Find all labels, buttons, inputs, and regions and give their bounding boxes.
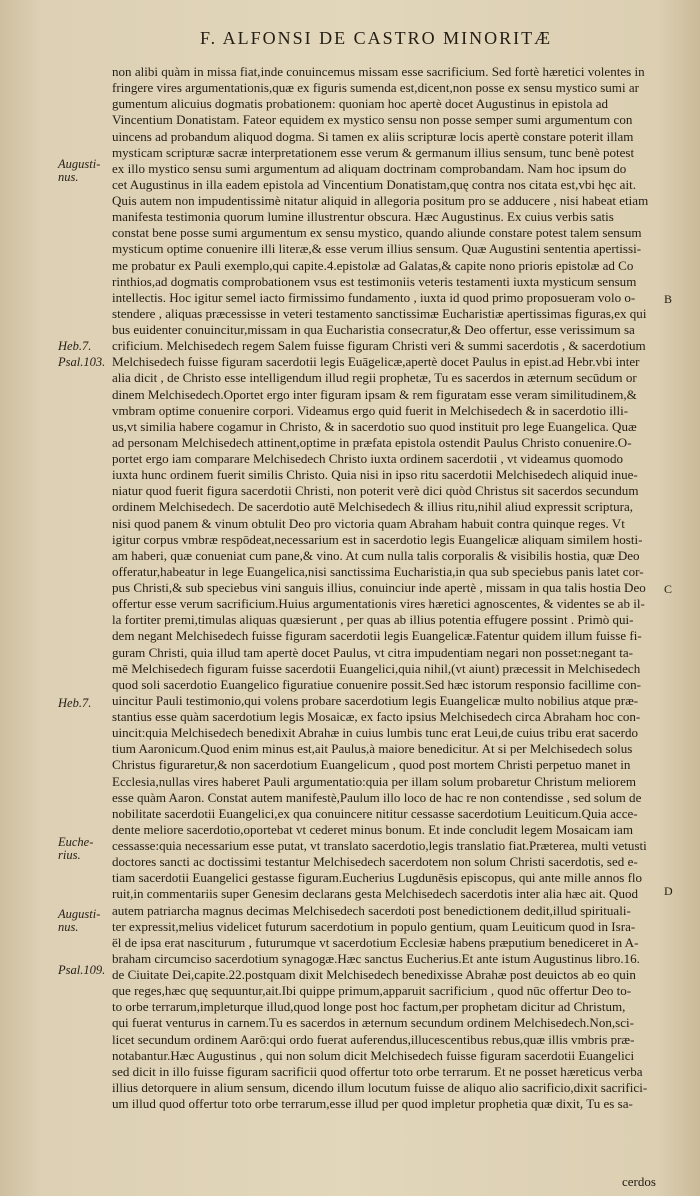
text-line: de Ciuitate Dei,capite.22.postquam dixit Melchisedech benedixisse Abrahæ post deuictos ab eo quin [112,967,636,982]
text-line: vmbram optime conuenire corpori. Videamus ergo quid fuerit in Melchisedech & in sacerdotio illi- [112,402,629,418]
text-line: igitur corpus vmbræ respōdeat,necessarium est in sacerdotio legis Euangelicæ aliquam similem hosti- [112,531,643,547]
text-line: offeratur,habeatur in lege Euangelica,nisi sanctissima Eucharistia,in qua sub speciebus panis latet cor- [112,563,644,579]
margin-note-augustinus: Augusti- nus. [58,157,101,184]
margin-note-psal-2: Psal.109. [58,963,106,977]
text-line: mysticum optime conuenire illi literæ,& esse verum illius sensum. Quæ Augustini sententia apertissi- [112,241,642,257]
section-letter-b: B [664,292,673,306]
text-line: quod soli sacerdotio Euangelico figuratiue conuenire possit.Sed hæc istorum responsio facillime con- [112,676,641,692]
text-line: me probatur ex Pauli exemplo,qui capite.4.epistolæ ad Galatas,& capite nono prioris epistolæ ad Co [112,257,634,273]
text-line: ordinem Melchisedech. De sacerdotio autē Melchisedech & illius ritu,nihil aliud expressit scriptura, [112,499,634,515]
text-line: alia dicit , de Christo esse intelligendum illud regii prophetæ, Tu es sacerdos in æternum secūdum or [112,370,637,386]
text-line: autem patriarcha magnus decimas Melchisedech sacerdoti post benedictionem dedit,illud spirituali- [112,902,631,918]
text-line: crificium. Melchisedech regem Salem fuisse figuram Christi veri & summi sacerdotis , & sacerdotium [112,338,646,354]
text-line: tium Aaronicum.Quod enim minus est,ait Paulus,à maiore benedicitur. At si per Melchisedech solus [112,741,633,757]
text-line: ter expressit,melius videlicet futurum sacerdotium in populo gentium, quam Leuiticum quod in Isra- [112,918,636,934]
text-line: stantius esse quàm sacerdotium legis Mosaicæ, ex facto ipsius Melchisedech circa Abraham hoc con- [112,709,641,724]
margin-note-heb-2: Heb.7. [58,696,92,710]
text-line: stendere , aliquas præcessisse in veteri testamento sanctissimæ Eucharistiæ apertissimas figuras,ex qui [112,305,647,321]
text-line: dinem Melchisedech.Oportet ergo inter figuram ipsam & rem figuratam esse veram similitudinem,& [112,386,637,402]
text-line: rinthios,ad dogmatis comprobationem vsus est testimoniis veteris testamenti iuxta mysticum sensum [112,273,637,289]
text-line: licet secundum ordinem Aarō:qui ordo fuerat auferendus,illucescentibus rebus,quæ illis vmbris præ- [112,1031,635,1047]
text-line: fringere vires argumentationis,quæ ex figuris sumenda est,dicent,non posse ex sensu mystico sumi ar [112,80,639,96]
text-line: intellectis. Hoc igitur semel iacto firmissimo fundamento , iuxta id quod primo proposueram volo o- [112,289,636,305]
text-line: us,vt similia habere cogamur in Christo, & in sacerdotio suo quod instituit pro lege Euangelica. Quæ [112,418,637,434]
text-line: um illud quod offertur toto orbe terrarum,esse illud per quod impletur prophetia quæ dixit, Tu es sa- [112,1096,633,1111]
text-line: la fortiter premi,timulas aliquas quæsierunt , per quas ab illius potentia effugere possint . Primò qui- [112,612,634,628]
text-line: qui fuerat venturus in carnem.Tu es sacerdos in æternum secundum ordinem Melchisedech.Non,sci- [112,1015,634,1031]
text-line: tiam sacerdotii Euangelici gestasse figuram.Eucherius Lugdunēsis episcopus, qui ante mille annos flo [112,870,643,886]
text-line: nisi quod panem & vinum obtulit Deo pro victoria quam Abraham habuit contra quinque reges. Vt [112,515,625,531]
text-line: uincens ad probandum aliquod dogma. Si tamen ex aliis scripturæ locis apertè constare poterit illam [112,128,634,144]
running-header: F. ALFONSI DE CASTRO MINORITÆ [200,28,553,48]
section-letter-c: C [664,582,673,596]
text-line: constat bene posse sumi argumentum ex sensu mystico, quando aliunde constare potest talem sensum [112,225,642,241]
text-line: cet Augustinus in illa eadem epistola ad Vincentium Donatistam,quę contra nos citata est,vbi hęc ait. [112,176,636,192]
text-line: illius detorquere in alium sensum, dicendo illum locutum fuisse de aliquo alio sacrificio,dixit sacrifici- [112,1079,648,1095]
text-line: non alibi quàm in missa fiat,inde conuincemus missam esse sacrificium. Sed fortè hæretici volentes in [112,64,645,79]
text-line: Melchisedech fuisse figuram sacerdotii legis Euāgelicæ,apertè docet Paulus in epist.ad Hebr.vbi inter [112,354,640,370]
text-line: iuxta hunc ordinem fuerit similis Christo. Quia nisi in ipso ritu sacerdotii Melchisedech aliquid inue- [112,467,638,483]
text-line: esse quàm Aaron. Constat autem manifestè,Paulum illo loco de hac re non contendisse , sed solum de [112,789,642,805]
body-text [112,64,658,1112]
text-line: uincitur Pauli testimonio,qui volens probare sacerdotium legis Euangelicæ multo nobilius atque præ- [112,692,639,708]
text-line: ruit,in commentariis super Genesim declarans gesta Melchisedech sacerdotis inter alia hæc ait. Quod [112,886,639,902]
text-line: doctores sancti ac doctissimi testantur Melchisedech sacerdotem non solum Christi sacerdotis, sed e- [112,854,638,870]
section-letter-d: D [664,884,673,898]
text-line: que reges,hæc quę sequuntur,ait.Ibi quippe primum,apparuit sacrificium , quod nūc offertur Deo to- [112,983,632,999]
text-line: Vincentium Donatistam. Fateor equidem ex mystico sensu non posse semper sumi argumentum con [112,112,633,128]
text-line: mysticam scripturæ sacræ interpretationem esse verum & germanum illius sensum, tunc benè potest [112,144,635,160]
text-line: gumentum alicuius dogmatis probationem: quoniam hoc apertè docet Augustinus in epistola ad [112,96,609,112]
margin-note-eucherius: Euche- rius. [58,835,94,862]
text-line: portet ergo iam comparare Melchisedech Christo iuxta ordinem sacerdotii , vt videamus quomodo [112,451,623,466]
margin-note-psal: Psal.103. [58,355,106,369]
text-line: am haberi, quæ conueniat cum pane,& vino. At cum nulla talis corporalis & visibilis hostia, quæ Deo [112,547,640,563]
text-line: mē Melchisedech figuram fuisse sacerdotii Euangelici,quia nihil,(vt aiunt) præcessit in Melchisedech [112,660,641,676]
text-line: sed dicit in illo fuisse figuram sacrificii quod offertur toto orbe terrarum. Et ne posset hæreticus verba [112,1063,643,1079]
text-line: braham circumciso sacerdotium synagogæ.Hæc sanctus Eucherius.Et ante istum Augustinus libro.16. [112,950,640,966]
text-line: to orbe terrarum,impleturque illud,quod longe post hoc factum,per prophetam dicitur ad Christum, [112,999,626,1015]
text-line: Christus figuraretur,& non sacerdotium Euangelicum , quod post mortem Christi perpetuo manet in [112,757,631,773]
text-line: Ecclesia,nullas vires haberet Pauli argumentatio:quia per illam solum probaretur Christum meliorem [112,773,637,789]
text-line: ex illo mystico sensu sumi argumentum ad aliquam doctrinam comprobandam. Nam hoc ipsum do [112,160,627,176]
text-line: ël de ipsa erat nasciturum , futurumque vt sacerdotium Ecclesiæ habens præputium benediceret in A- [112,934,639,950]
text-line: ad personam Melchisedech attinent,optime in præfata epistola ostendit Paulus Christo conuenire.O- [112,434,632,450]
text-line: uincit:quia Melchisedech benedixit Abrahæ in cuius lumbis tunc erat Leui,de cuius tribu erat sacerdo [112,725,639,741]
text-line: bus euidenter conuincitur,missam in qua Eucharistia consecratur,& Deo offertur, esse verissimum sa [112,322,635,337]
text-line: cessasse:quia necessarium esse putat, vt translato sacerdotio,legis translatio fiat.Præterea, multi vetusti [112,838,647,853]
text-line: dente meliore sacerdotio,oportebat vt cederet minus bonum. Et inde concludit legem Mosaicam iam [112,821,633,837]
text-line: niatur quod fuerit figura sacerdotii Christi, non poterit verè dici quòd Christus sit sacerdos secundum [112,483,639,499]
margin-note-heb: Heb.7. [58,339,92,353]
catchword: cerdos [622,1174,656,1189]
text-line: guram Christi, quia illud tam apertè docet Paulus, vt citra impudentiam negari non posset:negant ta- [112,644,634,660]
text-line: pus Christi,& sub speciebus vini sanguis illius, conuinciur inde apertè , missam in qua talis hostia Deo [112,580,646,595]
text-line: nobilitate sacerdotii Euangelici,ex qua conuincere nititur cessasse sacerdotium Leuiticum.Quia acce- [112,805,638,821]
text-line: dem negant Melchisedech fuisse figuram sacerdotii legis Euangelicæ.Fatentur quidem illum fuisse fi- [112,628,642,644]
text-line: manifesta testimonia quorum lumine illustrentur obscura. Hæc Augustinus. Ex cuius verbis satis [112,209,614,225]
text-line: offertur esse verum sacrificium.Huius argumentationis vires hæretici agnoscentes, & videntes se ab il- [112,596,645,612]
text-line: notabantur.Hæc Augustinus , qui non solum dicit Melchisedech fuisse figuram sacerdotii Euangelici [112,1047,635,1063]
margin-note-augustinus-2: Augusti- nus. [58,907,101,934]
text-line: Quis autem non impudentissimè nitatur aliquid in allegoria positum pro se adducere , nisi habeat etiam [112,193,649,208]
